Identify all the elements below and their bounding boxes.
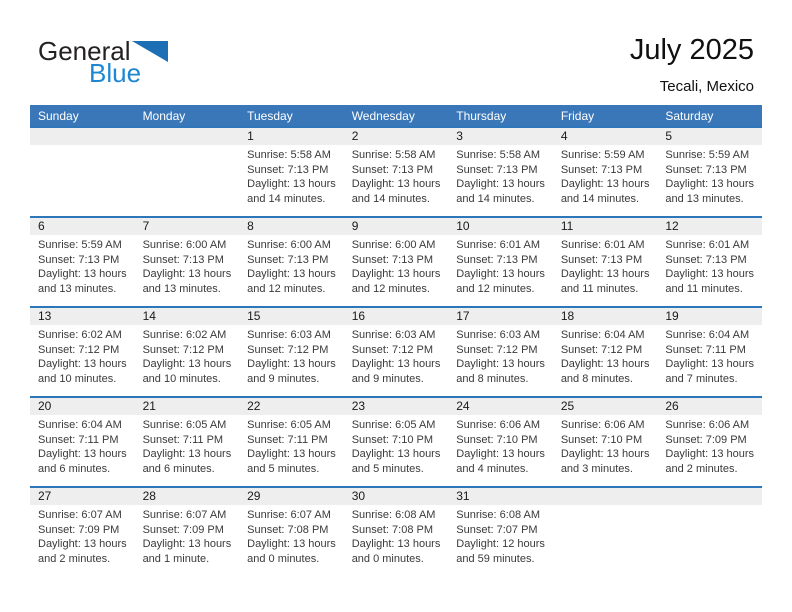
sunrise-text: Sunrise: 5:59 AM: [665, 149, 750, 161]
sunrise-text: Sunrise: 6:06 AM: [560, 419, 645, 431]
general-blue-logo: [38, 36, 168, 88]
sunset-text: Sunset: 7:12 PM: [560, 343, 643, 356]
daylight-text: Daylight: 13 hours and 2 minutes.: [38, 538, 127, 565]
day-number: 3: [448, 128, 553, 145]
calendar-day-cell: [344, 487, 449, 577]
day-details: [553, 145, 658, 206]
calendar-day-cell: [344, 397, 449, 487]
daylight-text: Daylight: 13 hours and 10 minutes.: [38, 358, 127, 385]
sunset-text: Sunset: 7:11 PM: [247, 433, 328, 446]
daylight-text: Daylight: 13 hours and 9 minutes.: [351, 358, 441, 385]
day-header-monday: Monday: [135, 105, 240, 127]
calendar-day-cell: [448, 127, 553, 217]
daylight-text: Daylight: 13 hours and 0 minutes.: [247, 538, 336, 565]
sunset-text: Sunset: 7:13 PM: [456, 163, 538, 176]
day-number: [135, 128, 240, 145]
day-details: [344, 325, 449, 386]
logo-text-blue: Blue: [89, 58, 142, 88]
logo-text-general: General: [38, 36, 131, 66]
day-number: 29: [239, 488, 344, 505]
daylight-text: Daylight: 13 hours and 14 minutes.: [247, 178, 336, 205]
day-number: 14: [135, 308, 240, 325]
calendar-day-cell: [135, 307, 240, 397]
sunset-text: Sunset: 7:10 PM: [351, 433, 434, 446]
sunrise-text: Sunrise: 5:58 AM: [351, 149, 436, 161]
day-number: 19: [657, 308, 762, 325]
sunrise-text: Sunrise: 6:00 AM: [351, 239, 436, 251]
day-number: 5: [657, 128, 762, 145]
day-number: 18: [553, 308, 658, 325]
calendar-day-cell: [448, 217, 553, 307]
day-details: [30, 235, 135, 296]
sunrise-text: Sunrise: 6:08 AM: [456, 509, 541, 521]
day-number: 17: [448, 308, 553, 325]
day-details: [553, 415, 658, 476]
calendar-day-cell: [553, 217, 658, 307]
sunrise-text: Sunrise: 6:04 AM: [560, 329, 645, 341]
day-details: [553, 325, 658, 386]
sunrise-text: Sunrise: 6:06 AM: [456, 419, 541, 431]
daylight-text: Daylight: 13 hours and 6 minutes.: [38, 448, 127, 475]
sunrise-text: Sunrise: 6:05 AM: [247, 419, 331, 431]
calendar-day-cell: [553, 307, 658, 397]
day-number: 2: [344, 128, 449, 145]
sunrise-text: Sunrise: 6:08 AM: [351, 509, 436, 521]
calendar-day-cell: [448, 487, 553, 577]
calendar-day-cell: [448, 307, 553, 397]
daylight-text: Daylight: 13 hours and 8 minutes.: [456, 358, 545, 385]
calendar-day-cell: [657, 397, 762, 487]
sunset-text: Sunset: 7:09 PM: [142, 523, 224, 536]
day-number: [553, 488, 658, 505]
calendar-day-cell: [135, 217, 240, 307]
calendar-day-cell: [239, 487, 344, 577]
day-header-thursday: Thursday: [448, 105, 553, 127]
day-number: 23: [344, 398, 449, 415]
sunrise-text: Sunrise: 6:03 AM: [351, 329, 436, 341]
sunrise-text: Sunrise: 6:00 AM: [247, 239, 331, 251]
calendar-empty-cell: [30, 127, 135, 217]
sunrise-text: Sunrise: 6:06 AM: [665, 419, 750, 431]
day-details: [344, 145, 449, 206]
calendar-day-cell: [239, 127, 344, 217]
day-details: [344, 415, 449, 476]
sunset-text: Sunset: 7:09 PM: [38, 523, 120, 536]
sunset-text: Sunset: 7:13 PM: [456, 253, 538, 266]
daylight-text: Daylight: 13 hours and 5 minutes.: [247, 448, 336, 475]
day-details: [30, 505, 135, 566]
sunset-text: Sunset: 7:13 PM: [247, 163, 329, 176]
calendar-week-row: [30, 217, 762, 307]
day-details: [239, 145, 344, 206]
day-details: [135, 415, 240, 476]
sunset-text: Sunset: 7:07 PM: [456, 523, 538, 536]
daylight-text: Daylight: 13 hours and 13 minutes.: [38, 268, 127, 295]
day-number: 4: [553, 128, 658, 145]
sunset-text: Sunset: 7:09 PM: [665, 433, 747, 446]
day-number: 8: [239, 218, 344, 235]
sunrise-text: Sunrise: 6:04 AM: [38, 419, 122, 431]
sunset-text: Sunset: 7:13 PM: [351, 163, 434, 176]
sunrise-text: Sunrise: 5:58 AM: [247, 149, 331, 161]
sunrise-text: Sunrise: 6:04 AM: [665, 329, 750, 341]
sunrise-text: Sunrise: 5:59 AM: [38, 239, 122, 251]
calendar-table: [30, 105, 762, 577]
calendar-week-row: [30, 397, 762, 487]
daylight-text: Daylight: 13 hours and 14 minutes.: [560, 178, 650, 205]
day-number: 30: [344, 488, 449, 505]
daylight-text: Daylight: 13 hours and 6 minutes.: [142, 448, 232, 475]
sunrise-text: Sunrise: 6:05 AM: [142, 419, 227, 431]
day-number: 28: [135, 488, 240, 505]
day-header-saturday: Saturday: [657, 105, 762, 127]
daylight-text: Daylight: 12 hours and 59 minutes.: [456, 538, 545, 565]
sunset-text: Sunset: 7:11 PM: [38, 433, 119, 446]
daylight-text: Daylight: 13 hours and 14 minutes.: [456, 178, 545, 205]
daylight-text: Daylight: 13 hours and 5 minutes.: [351, 448, 441, 475]
calendar-day-cell: [657, 127, 762, 217]
daylight-text: Daylight: 13 hours and 13 minutes.: [142, 268, 232, 295]
daylight-text: Daylight: 13 hours and 10 minutes.: [142, 358, 232, 385]
day-details: [239, 235, 344, 296]
day-number: 16: [344, 308, 449, 325]
calendar-day-cell: [135, 397, 240, 487]
calendar-day-cell: [30, 487, 135, 577]
day-details: [135, 505, 240, 566]
sunrise-text: Sunrise: 6:05 AM: [351, 419, 436, 431]
day-details: [448, 145, 553, 206]
daylight-text: Daylight: 13 hours and 0 minutes.: [351, 538, 441, 565]
daylight-text: Daylight: 13 hours and 11 minutes.: [560, 268, 650, 295]
calendar-body: [30, 127, 762, 577]
day-number: 11: [553, 218, 658, 235]
sunrise-text: Sunrise: 6:07 AM: [247, 509, 331, 521]
daylight-text: Daylight: 13 hours and 9 minutes.: [247, 358, 336, 385]
day-number: 6: [30, 218, 135, 235]
sunset-text: Sunset: 7:12 PM: [247, 343, 329, 356]
calendar-week-row: [30, 127, 762, 217]
day-number: 24: [448, 398, 553, 415]
calendar-empty-cell: [135, 127, 240, 217]
sunrise-text: Sunrise: 6:07 AM: [38, 509, 122, 521]
sunset-text: Sunset: 7:11 PM: [665, 343, 746, 356]
daylight-text: Daylight: 13 hours and 4 minutes.: [456, 448, 545, 475]
day-details: [239, 325, 344, 386]
calendar-week-row: [30, 307, 762, 397]
day-header-tuesday: Tuesday: [239, 105, 344, 127]
day-header-wednesday: Wednesday: [344, 105, 449, 127]
daylight-text: Daylight: 13 hours and 2 minutes.: [665, 448, 755, 475]
day-details: [30, 415, 135, 476]
sunrise-text: Sunrise: 6:01 AM: [665, 239, 750, 251]
calendar-day-cell: [239, 307, 344, 397]
daylight-text: Daylight: 13 hours and 7 minutes.: [665, 358, 755, 385]
sunset-text: Sunset: 7:10 PM: [456, 433, 538, 446]
sunset-text: Sunset: 7:13 PM: [665, 253, 747, 266]
calendar-day-cell: [239, 397, 344, 487]
sunset-text: Sunset: 7:13 PM: [247, 253, 329, 266]
day-number: 13: [30, 308, 135, 325]
daylight-text: Daylight: 13 hours and 13 minutes.: [665, 178, 755, 205]
sunset-text: Sunset: 7:12 PM: [38, 343, 120, 356]
sunrise-text: Sunrise: 6:03 AM: [247, 329, 331, 341]
day-details: [344, 505, 449, 566]
day-details: [553, 235, 658, 296]
daylight-text: Daylight: 13 hours and 12 minutes.: [247, 268, 336, 295]
sunset-text: Sunset: 7:13 PM: [38, 253, 120, 266]
sunset-text: Sunset: 7:12 PM: [142, 343, 224, 356]
day-details: [30, 325, 135, 386]
daylight-text: Daylight: 13 hours and 12 minutes.: [456, 268, 545, 295]
calendar-day-cell: [344, 217, 449, 307]
day-number: [657, 488, 762, 505]
calendar-header-row: [30, 105, 762, 127]
calendar-day-cell: [553, 127, 658, 217]
sunrise-text: Sunrise: 5:58 AM: [456, 149, 541, 161]
sunset-text: Sunset: 7:12 PM: [456, 343, 538, 356]
day-number: 12: [657, 218, 762, 235]
day-details: [657, 235, 762, 296]
daylight-text: Daylight: 13 hours and 11 minutes.: [665, 268, 755, 295]
day-number: 25: [553, 398, 658, 415]
day-number: [30, 128, 135, 145]
daylight-text: Daylight: 13 hours and 14 minutes.: [351, 178, 441, 205]
sunset-text: Sunset: 7:10 PM: [560, 433, 643, 446]
daylight-text: Daylight: 13 hours and 12 minutes.: [351, 268, 441, 295]
day-number: 10: [448, 218, 553, 235]
day-details: [657, 325, 762, 386]
day-details: [448, 505, 553, 566]
calendar-empty-cell: [553, 487, 658, 577]
calendar-empty-cell: [657, 487, 762, 577]
day-details: [135, 235, 240, 296]
calendar-day-cell: [135, 487, 240, 577]
calendar-day-cell: [30, 307, 135, 397]
day-number: 26: [657, 398, 762, 415]
sunset-text: Sunset: 7:13 PM: [351, 253, 434, 266]
sunset-text: Sunset: 7:12 PM: [351, 343, 434, 356]
day-details: [239, 415, 344, 476]
sunrise-text: Sunrise: 6:02 AM: [142, 329, 227, 341]
day-details: [239, 505, 344, 566]
day-details: [448, 325, 553, 386]
page-title: July 2025: [629, 34, 754, 66]
day-number: 22: [239, 398, 344, 415]
day-number: 7: [135, 218, 240, 235]
sunset-text: Sunset: 7:13 PM: [560, 163, 643, 176]
day-details: [448, 415, 553, 476]
calendar-day-cell: [657, 217, 762, 307]
day-details: [448, 235, 553, 296]
day-number: 9: [344, 218, 449, 235]
day-header-friday: Friday: [553, 105, 658, 127]
day-details: [657, 145, 762, 206]
calendar-day-cell: [553, 397, 658, 487]
calendar-day-cell: [30, 397, 135, 487]
day-details: [657, 415, 762, 476]
sunrise-text: Sunrise: 6:03 AM: [456, 329, 541, 341]
calendar-day-cell: [30, 217, 135, 307]
sunset-text: Sunset: 7:11 PM: [142, 433, 224, 446]
day-header-sunday: Sunday: [30, 105, 135, 127]
calendar-day-cell: [448, 397, 553, 487]
day-number: 20: [30, 398, 135, 415]
sunrise-text: Sunrise: 5:59 AM: [560, 149, 645, 161]
sunset-text: Sunset: 7:13 PM: [665, 163, 747, 176]
calendar-day-cell: [239, 217, 344, 307]
day-details: [344, 235, 449, 296]
sunrise-text: Sunrise: 6:01 AM: [456, 239, 541, 251]
day-number: 15: [239, 308, 344, 325]
page-location: Tecali, Mexico: [659, 78, 754, 95]
sunrise-text: Sunrise: 6:07 AM: [142, 509, 227, 521]
day-number: 1: [239, 128, 344, 145]
sunset-text: Sunset: 7:13 PM: [560, 253, 643, 266]
day-number: 21: [135, 398, 240, 415]
calendar-week-row: [30, 487, 762, 577]
sunrise-text: Sunrise: 6:02 AM: [38, 329, 122, 341]
sunrise-text: Sunrise: 6:00 AM: [142, 239, 227, 251]
sunset-text: Sunset: 7:08 PM: [247, 523, 329, 536]
calendar-day-cell: [657, 307, 762, 397]
calendar-day-cell: [344, 127, 449, 217]
sunset-text: Sunset: 7:13 PM: [142, 253, 224, 266]
daylight-text: Daylight: 13 hours and 3 minutes.: [560, 448, 650, 475]
calendar-day-cell: [344, 307, 449, 397]
day-number: 31: [448, 488, 553, 505]
sunrise-text: Sunrise: 6:01 AM: [560, 239, 645, 251]
daylight-text: Daylight: 13 hours and 1 minute.: [142, 538, 232, 565]
sunset-text: Sunset: 7:08 PM: [351, 523, 434, 536]
daylight-text: Daylight: 13 hours and 8 minutes.: [560, 358, 650, 385]
day-details: [135, 325, 240, 386]
day-number: 27: [30, 488, 135, 505]
